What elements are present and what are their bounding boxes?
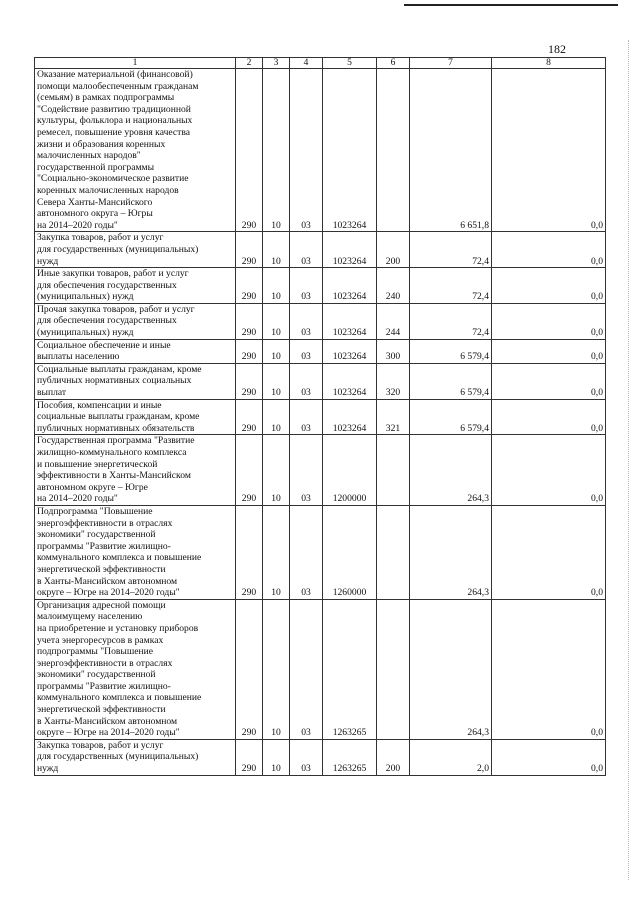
section-code: 10	[263, 435, 290, 506]
admin-code: 290	[236, 363, 263, 399]
amount-cell: 264,3	[410, 599, 492, 739]
subsection-code: 03	[290, 363, 323, 399]
column-header: 1	[35, 58, 236, 69]
section-code: 10	[263, 363, 290, 399]
table-row	[35, 232, 606, 268]
budget-table	[34, 57, 606, 776]
amount-cell: 264,3	[410, 435, 492, 506]
change-amount-cell: 0,0	[492, 435, 606, 506]
subsection-code: 03	[290, 435, 323, 506]
section-code: 10	[263, 232, 290, 268]
section-code: 10	[263, 505, 290, 599]
subsection-code: 03	[290, 303, 323, 339]
admin-code: 290	[236, 232, 263, 268]
row-description: Государственная программа "Развитие жилищно-коммунального комплекса и повышение энергетической эффективности в Ханты-Мансийском автономном округе – Югре на 2014–2020 годы"	[35, 435, 236, 506]
expense-type-code: 321	[377, 399, 410, 435]
expense-type-code: 240	[377, 268, 410, 304]
change-amount-cell: 0,0	[492, 303, 606, 339]
section-code: 10	[263, 339, 290, 363]
expense-type-code: 244	[377, 303, 410, 339]
column-header: 8	[492, 58, 606, 69]
column-header: 4	[290, 58, 323, 69]
admin-code: 290	[236, 339, 263, 363]
table-row	[35, 339, 606, 363]
amount-cell: 72,4	[410, 303, 492, 339]
amount-cell: 264,3	[410, 505, 492, 599]
change-amount-cell: 0,0	[492, 505, 606, 599]
admin-code: 290	[236, 268, 263, 304]
row-description: Подпрограмма "Повышение энергоэффективности в отраслях экономики" государственной программы "Развитие жилищно- коммунального комплекса и повышение энергетической эффективности в Ханты-Мансийском автономном округе – Югре на 2014–2020 годы"	[35, 505, 236, 599]
section-code: 10	[263, 399, 290, 435]
change-amount-cell: 0,0	[492, 232, 606, 268]
amount-cell: 6 579,4	[410, 339, 492, 363]
row-description: Пособия, компенсации и иные социальные выплаты гражданам, кроме публичных нормативных обязательств	[35, 399, 236, 435]
amount-cell: 72,4	[410, 268, 492, 304]
change-amount-cell: 0,0	[492, 599, 606, 739]
table-row	[35, 739, 606, 775]
column-header: 3	[263, 58, 290, 69]
subsection-code: 03	[290, 739, 323, 775]
section-code: 10	[263, 69, 290, 232]
expense-type-code: 200	[377, 232, 410, 268]
table-row	[35, 69, 606, 232]
expense-type-code	[377, 69, 410, 232]
amount-cell: 6 579,4	[410, 363, 492, 399]
amount-cell: 6 651,8	[410, 69, 492, 232]
expense-type-code	[377, 599, 410, 739]
change-amount-cell: 0,0	[492, 363, 606, 399]
row-description: Социальные выплаты гражданам, кроме публичных нормативных социальных выплат	[35, 363, 236, 399]
amount-cell: 2,0	[410, 739, 492, 775]
target-article-code: 1023264	[323, 303, 377, 339]
table-row	[35, 268, 606, 304]
expense-type-code: 200	[377, 739, 410, 775]
subsection-code: 03	[290, 399, 323, 435]
admin-code: 290	[236, 69, 263, 232]
row-description: Закупка товаров, работ и услуг для государственных (муниципальных) нужд	[35, 232, 236, 268]
table-row	[35, 435, 606, 506]
section-code: 10	[263, 599, 290, 739]
target-article-code: 1263265	[323, 599, 377, 739]
target-article-code: 1263265	[323, 739, 377, 775]
column-header: 7	[410, 58, 492, 69]
change-amount-cell: 0,0	[492, 69, 606, 232]
admin-code: 290	[236, 435, 263, 506]
row-description: Социальное обеспечение и иные выплаты населению	[35, 339, 236, 363]
row-description: Закупка товаров, работ и услуг для государственных (муниципальных) нужд	[35, 739, 236, 775]
subsection-code: 03	[290, 505, 323, 599]
column-header: 6	[377, 58, 410, 69]
amount-cell: 72,4	[410, 232, 492, 268]
row-description: Прочая закупка товаров, работ и услуг для обеспечения государственных (муниципальных) нужд	[35, 303, 236, 339]
table-row	[35, 505, 606, 599]
admin-code: 290	[236, 399, 263, 435]
target-article-code: 1023264	[323, 268, 377, 304]
admin-code: 290	[236, 599, 263, 739]
row-description: Иные закупки товаров, работ и услуг для обеспечения государственных (муниципальных) нужд	[35, 268, 236, 304]
admin-code: 290	[236, 739, 263, 775]
change-amount-cell: 0,0	[492, 739, 606, 775]
section-code: 10	[263, 268, 290, 304]
column-header: 2	[236, 58, 263, 69]
column-header: 5	[323, 58, 377, 69]
target-article-code: 1023264	[323, 339, 377, 363]
subsection-code: 03	[290, 268, 323, 304]
expense-type-code: 300	[377, 339, 410, 363]
target-article-code: 1023264	[323, 399, 377, 435]
table-row	[35, 363, 606, 399]
page-number: 182	[548, 42, 566, 56]
subsection-code: 03	[290, 599, 323, 739]
subsection-code: 03	[290, 232, 323, 268]
target-article-code: 1023264	[323, 232, 377, 268]
table-row	[35, 599, 606, 739]
subsection-code: 03	[290, 339, 323, 363]
target-article-code: 1200000	[323, 435, 377, 506]
row-description: Оказание материальной (финансовой) помощи малообеспеченным гражданам (семьям) в рамках подпрограммы "Содействие развитию традиционной культуры, фольклора и национальных ремесел, повышение уровня качества жизни и образования коренных малочисленных народов" государственной программы "Социально-экономическое развитие коренных малочисленных народов Севера Ханты-Мансийского автономного округа – Югры на 2014–2020 годы"	[35, 69, 236, 232]
table-row	[35, 399, 606, 435]
change-amount-cell: 0,0	[492, 268, 606, 304]
amount-cell: 6 579,4	[410, 399, 492, 435]
expense-type-code: 320	[377, 363, 410, 399]
scan-edge-marks	[628, 40, 631, 880]
admin-code: 290	[236, 303, 263, 339]
expense-type-code	[377, 435, 410, 506]
column-number-row	[35, 58, 606, 69]
target-article-code: 1023264	[323, 363, 377, 399]
top-rule	[404, 4, 618, 6]
change-amount-cell: 0,0	[492, 399, 606, 435]
admin-code: 290	[236, 505, 263, 599]
table-row	[35, 303, 606, 339]
section-code: 10	[263, 739, 290, 775]
target-article-code: 1023264	[323, 69, 377, 232]
change-amount-cell: 0,0	[492, 339, 606, 363]
expense-type-code	[377, 505, 410, 599]
target-article-code: 1260000	[323, 505, 377, 599]
subsection-code: 03	[290, 69, 323, 232]
row-description: Организация адресной помощи малоимущему населению на приобретение и установку приборов учета энергоресурсов в рамках подпрограммы "Повышение энергоэффективности в отраслях экономики" государственной программы "Развитие жилищно- коммунального комплекса и повышение энергетической эффективности в Ханты-Мансийском автономном округе – Югре на 2014–2020 годы"	[35, 599, 236, 739]
section-code: 10	[263, 303, 290, 339]
